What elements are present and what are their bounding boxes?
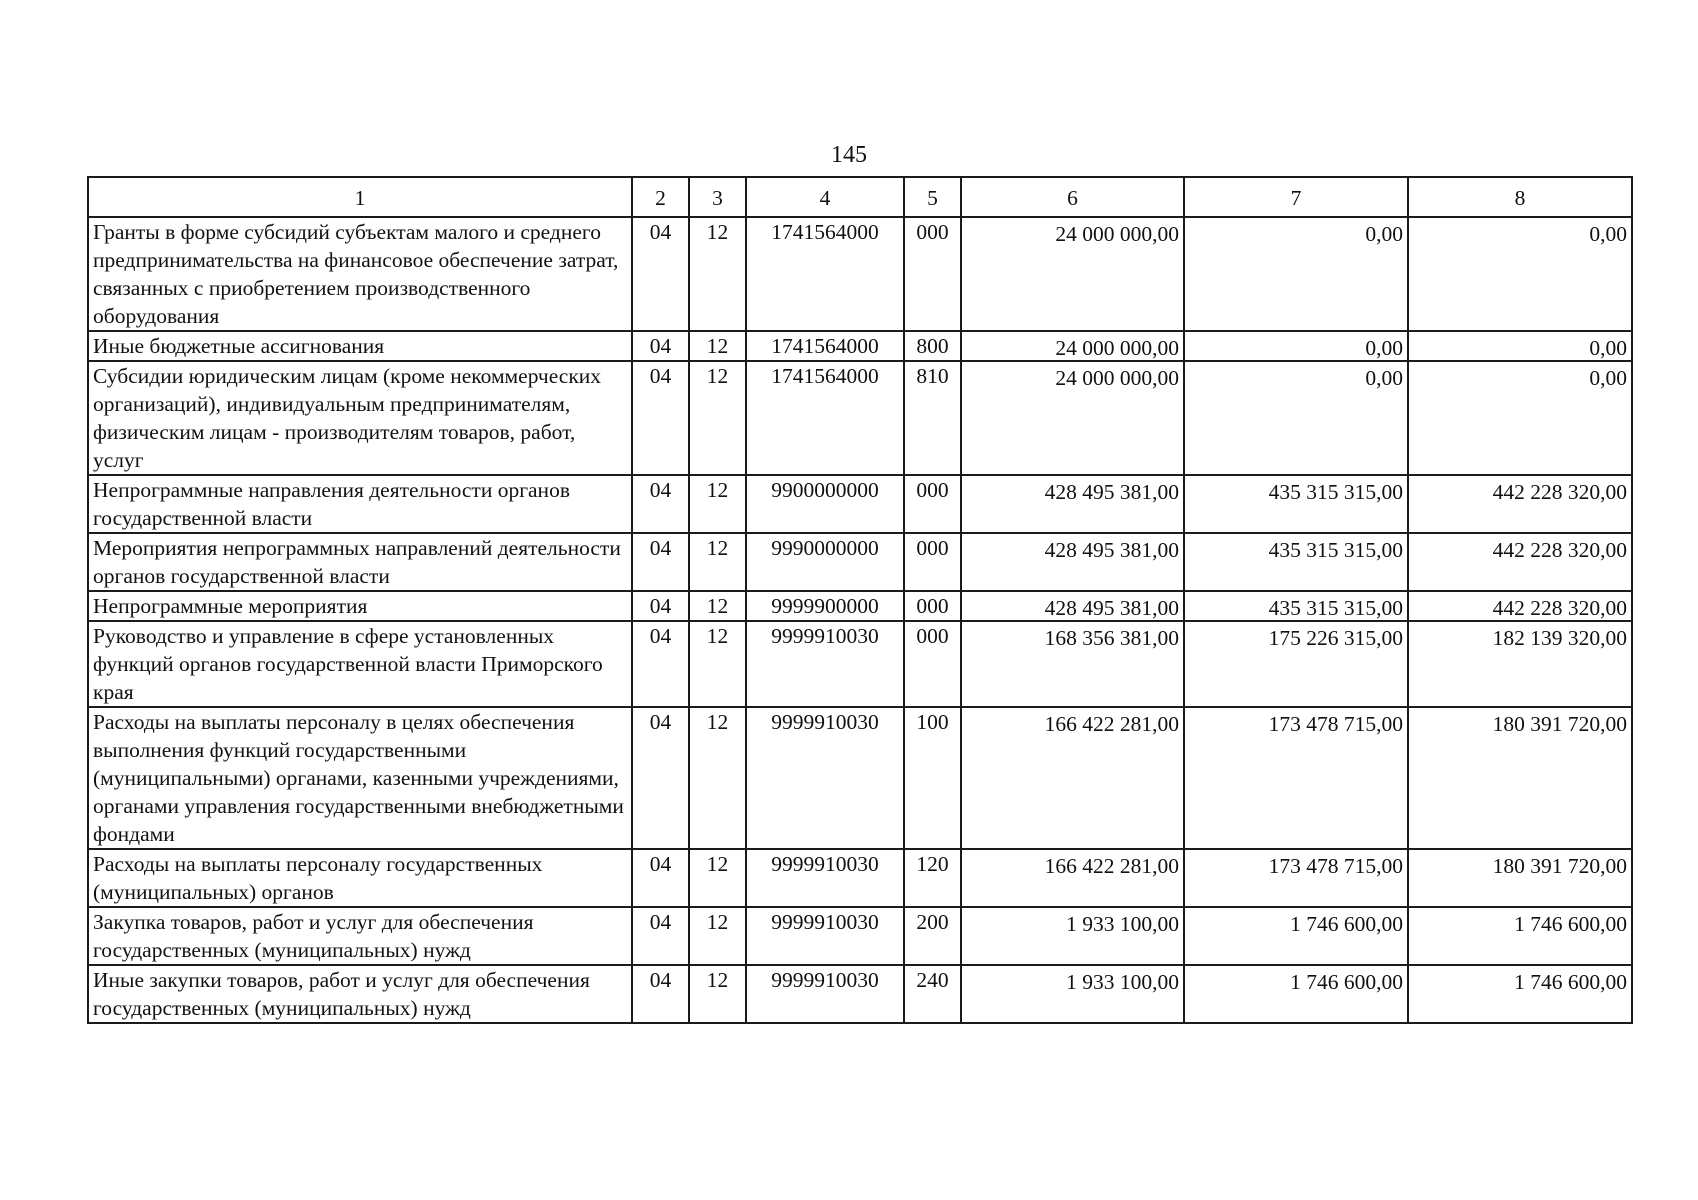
section-code: 04: [632, 331, 689, 361]
column-header: 8: [1408, 177, 1632, 217]
column-header: 3: [689, 177, 746, 217]
section-code: 04: [632, 591, 689, 621]
amount-col-6: 24 000 000,00: [961, 361, 1184, 475]
column-header: 2: [632, 177, 689, 217]
page-number: 145: [831, 142, 867, 168]
amount-col-6: 166 422 281,00: [961, 707, 1184, 849]
target-article-code: 9999910030: [746, 907, 904, 965]
expense-type-code: 810: [904, 361, 961, 475]
section-code: 04: [632, 965, 689, 1023]
table-row: [88, 621, 1632, 707]
amount-col-8: 180 391 720,00: [1408, 707, 1632, 849]
expense-type-code: 000: [904, 533, 961, 591]
amount-col-6: 24 000 000,00: [961, 331, 1184, 361]
table-header: [88, 177, 1632, 217]
target-article-code: 1741564000: [746, 217, 904, 331]
section-code: 04: [632, 217, 689, 331]
column-header: 7: [1184, 177, 1408, 217]
amount-col-7: 1 746 600,00: [1184, 907, 1408, 965]
subsection-code: 12: [689, 707, 746, 849]
amount-col-8: 442 228 320,00: [1408, 475, 1632, 533]
amount-col-7: 0,00: [1184, 361, 1408, 475]
table-row: [88, 217, 1632, 331]
amount-col-8: 442 228 320,00: [1408, 591, 1632, 621]
target-article-code: 1741564000: [746, 361, 904, 475]
table-row: [88, 907, 1632, 965]
target-article-code: 9999910030: [746, 707, 904, 849]
expense-type-code: 240: [904, 965, 961, 1023]
table-row: [88, 849, 1632, 907]
section-code: 04: [632, 475, 689, 533]
column-header: 6: [961, 177, 1184, 217]
subsection-code: 12: [689, 965, 746, 1023]
section-code: 04: [632, 361, 689, 475]
expense-name: Расходы на выплаты персоналу в целях обеспечения выполнения функций государственными (муниципальными) органами, казенными учреждениями, органами управления государственными внебюджетными фондами: [88, 707, 632, 849]
section-code: 04: [632, 621, 689, 707]
table-row: [88, 591, 1632, 621]
expense-type-code: 200: [904, 907, 961, 965]
target-article-code: 9999910030: [746, 965, 904, 1023]
table-row: [88, 965, 1632, 1023]
section-code: 04: [632, 907, 689, 965]
amount-col-7: 0,00: [1184, 331, 1408, 361]
amount-col-7: 435 315 315,00: [1184, 533, 1408, 591]
expense-type-code: 800: [904, 331, 961, 361]
amount-col-6: 24 000 000,00: [961, 217, 1184, 331]
expense-name: Иные закупки товаров, работ и услуг для обеспечения государственных (муниципальных) нужд: [88, 965, 632, 1023]
target-article-code: 9999910030: [746, 849, 904, 907]
amount-col-8: 182 139 320,00: [1408, 621, 1632, 707]
expense-name: Субсидии юридическим лицам (кроме некоммерческих организаций), индивидуальным предпринимателям, физическим лицам - производителям товаров, работ, услуг: [88, 361, 632, 475]
target-article-code: 9900000000: [746, 475, 904, 533]
amount-col-8: 180 391 720,00: [1408, 849, 1632, 907]
amount-col-6: 166 422 281,00: [961, 849, 1184, 907]
expense-type-code: 100: [904, 707, 961, 849]
column-header: 1: [88, 177, 632, 217]
amount-col-6: 428 495 381,00: [961, 533, 1184, 591]
table-row: [88, 361, 1632, 475]
expense-name: Мероприятия непрограммных направлений деятельности органов государственной власти: [88, 533, 632, 591]
amount-col-8: 442 228 320,00: [1408, 533, 1632, 591]
subsection-code: 12: [689, 533, 746, 591]
target-article-code: 9999910030: [746, 621, 904, 707]
amount-col-6: 428 495 381,00: [961, 591, 1184, 621]
amount-col-8: 1 746 600,00: [1408, 965, 1632, 1023]
expense-type-code: 000: [904, 621, 961, 707]
budget-table: [87, 176, 1633, 1024]
table-row: [88, 533, 1632, 591]
subsection-code: 12: [689, 217, 746, 331]
subsection-code: 12: [689, 475, 746, 533]
expense-type-code: 000: [904, 591, 961, 621]
subsection-code: 12: [689, 621, 746, 707]
amount-col-7: 435 315 315,00: [1184, 475, 1408, 533]
table-body: [88, 217, 1632, 1023]
amount-col-7: 175 226 315,00: [1184, 621, 1408, 707]
expense-name: Непрограммные направления деятельности органов государственной власти: [88, 475, 632, 533]
expense-name: Руководство и управление в сфере установленных функций органов государственной власти Приморского края: [88, 621, 632, 707]
amount-col-7: 0,00: [1184, 217, 1408, 331]
table-row: [88, 475, 1632, 533]
expense-type-code: 000: [904, 475, 961, 533]
column-header: 4: [746, 177, 904, 217]
amount-col-8: 0,00: [1408, 331, 1632, 361]
expense-name: Закупка товаров, работ и услуг для обеспечения государственных (муниципальных) нужд: [88, 907, 632, 965]
subsection-code: 12: [689, 849, 746, 907]
target-article-code: 1741564000: [746, 331, 904, 361]
amount-col-7: 173 478 715,00: [1184, 707, 1408, 849]
section-code: 04: [632, 533, 689, 591]
expense-type-code: 000: [904, 217, 961, 331]
amount-col-8: 0,00: [1408, 361, 1632, 475]
table-row: [88, 331, 1632, 361]
subsection-code: 12: [689, 361, 746, 475]
column-header: 5: [904, 177, 961, 217]
section-code: 04: [632, 849, 689, 907]
expense-name: Иные бюджетные ассигнования: [88, 331, 632, 361]
amount-col-6: 168 356 381,00: [961, 621, 1184, 707]
section-code: 04: [632, 707, 689, 849]
subsection-code: 12: [689, 591, 746, 621]
amount-col-6: 1 933 100,00: [961, 965, 1184, 1023]
amount-col-8: 0,00: [1408, 217, 1632, 331]
header-row: [88, 177, 1632, 217]
expense-type-code: 120: [904, 849, 961, 907]
amount-col-7: 435 315 315,00: [1184, 591, 1408, 621]
expense-name: Расходы на выплаты персоналу государственных (муниципальных) органов: [88, 849, 632, 907]
expense-name: Гранты в форме субсидий субъектам малого и среднего предпринимательства на финансовое обеспечение затрат, связанных с приобретением производственного оборудования: [88, 217, 632, 331]
amount-col-6: 428 495 381,00: [961, 475, 1184, 533]
table-row: [88, 707, 1632, 849]
amount-col-7: 1 746 600,00: [1184, 965, 1408, 1023]
subsection-code: 12: [689, 907, 746, 965]
amount-col-7: 173 478 715,00: [1184, 849, 1408, 907]
subsection-code: 12: [689, 331, 746, 361]
amount-col-8: 1 746 600,00: [1408, 907, 1632, 965]
target-article-code: 9990000000: [746, 533, 904, 591]
expense-name: Непрограммные мероприятия: [88, 591, 632, 621]
target-article-code: 9999900000: [746, 591, 904, 621]
amount-col-6: 1 933 100,00: [961, 907, 1184, 965]
